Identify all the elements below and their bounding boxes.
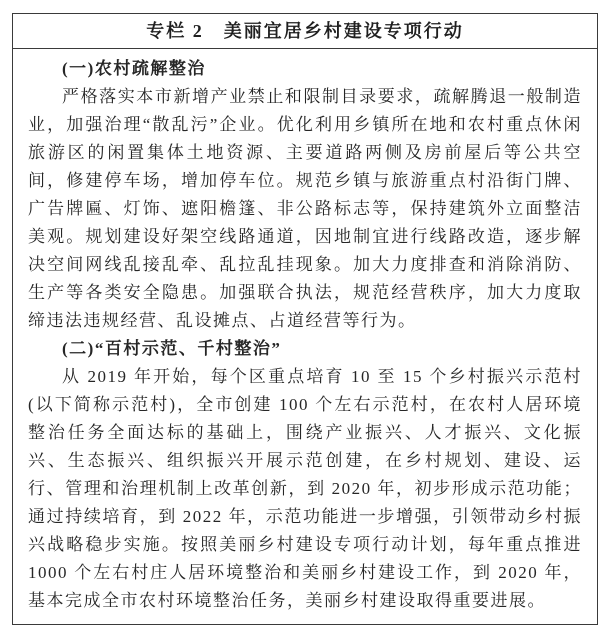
section-1-heading: (一)农村疏解整治 [62, 59, 206, 78]
section-1-paragraph: 严格落实本市新增产业禁止和限制目录要求，疏解腾退一般制造业，加强治理“散乱污”企业。优化利用乡镇所在地和农村重点休闲旅游区的闲置集体土地资源、主要道路两侧及房前屋后等公共空间，修建停车场，增加停车位。规范乡镇与旅游重点村沿街门牌、广告牌匾、灯饰、遮阳檐篷、非公路标志等，保持建筑外立面整洁美观。规划建设好架空线路通道，因地制宜进行线路改造，逐步解决空间网线乱接乱牵、乱拉乱挂现象。加大力度排查和消除消防、生产等各类安全隐患。加强联合执法，规范经营秩序，加大力度取缔违法违规经营、乱设摊点、占道经营等行为。 [28, 87, 582, 330]
column-body [13, 49, 597, 615]
section-2-paragraph: 从 2019 年开始，每个区重点培育 10 至 15 个乡村振兴示范村(以下简称示范村)，全市创建 100 个左右示范村，在农村人居环境整治任务全面达标的基础上，围绕产业振兴、人才振兴、文化振兴、生态振兴、组织振兴开展示范创建，在乡村规划、建设、运行、管理和治理机制上改革创新，到 2020 年，初步形成示范功能；通过持续培育，到 2022 年，示范功能进一步增强，引领带动乡村振兴战略稳步实施。按照美丽乡村建设专项行动计划，每年重点推进 1000 个左右村庄人居环境整治和美丽乡村建设工作，到 2020 年，基本完成全市农村环境整治任务，美丽乡村建设取得重要进展。 [28, 367, 582, 610]
column-title: 专栏 2 美丽宜居乡村建设专项行动 [13, 14, 597, 49]
column-box [12, 13, 598, 625]
section-2-heading: (二)“百村示范、千村整治” [62, 339, 282, 358]
